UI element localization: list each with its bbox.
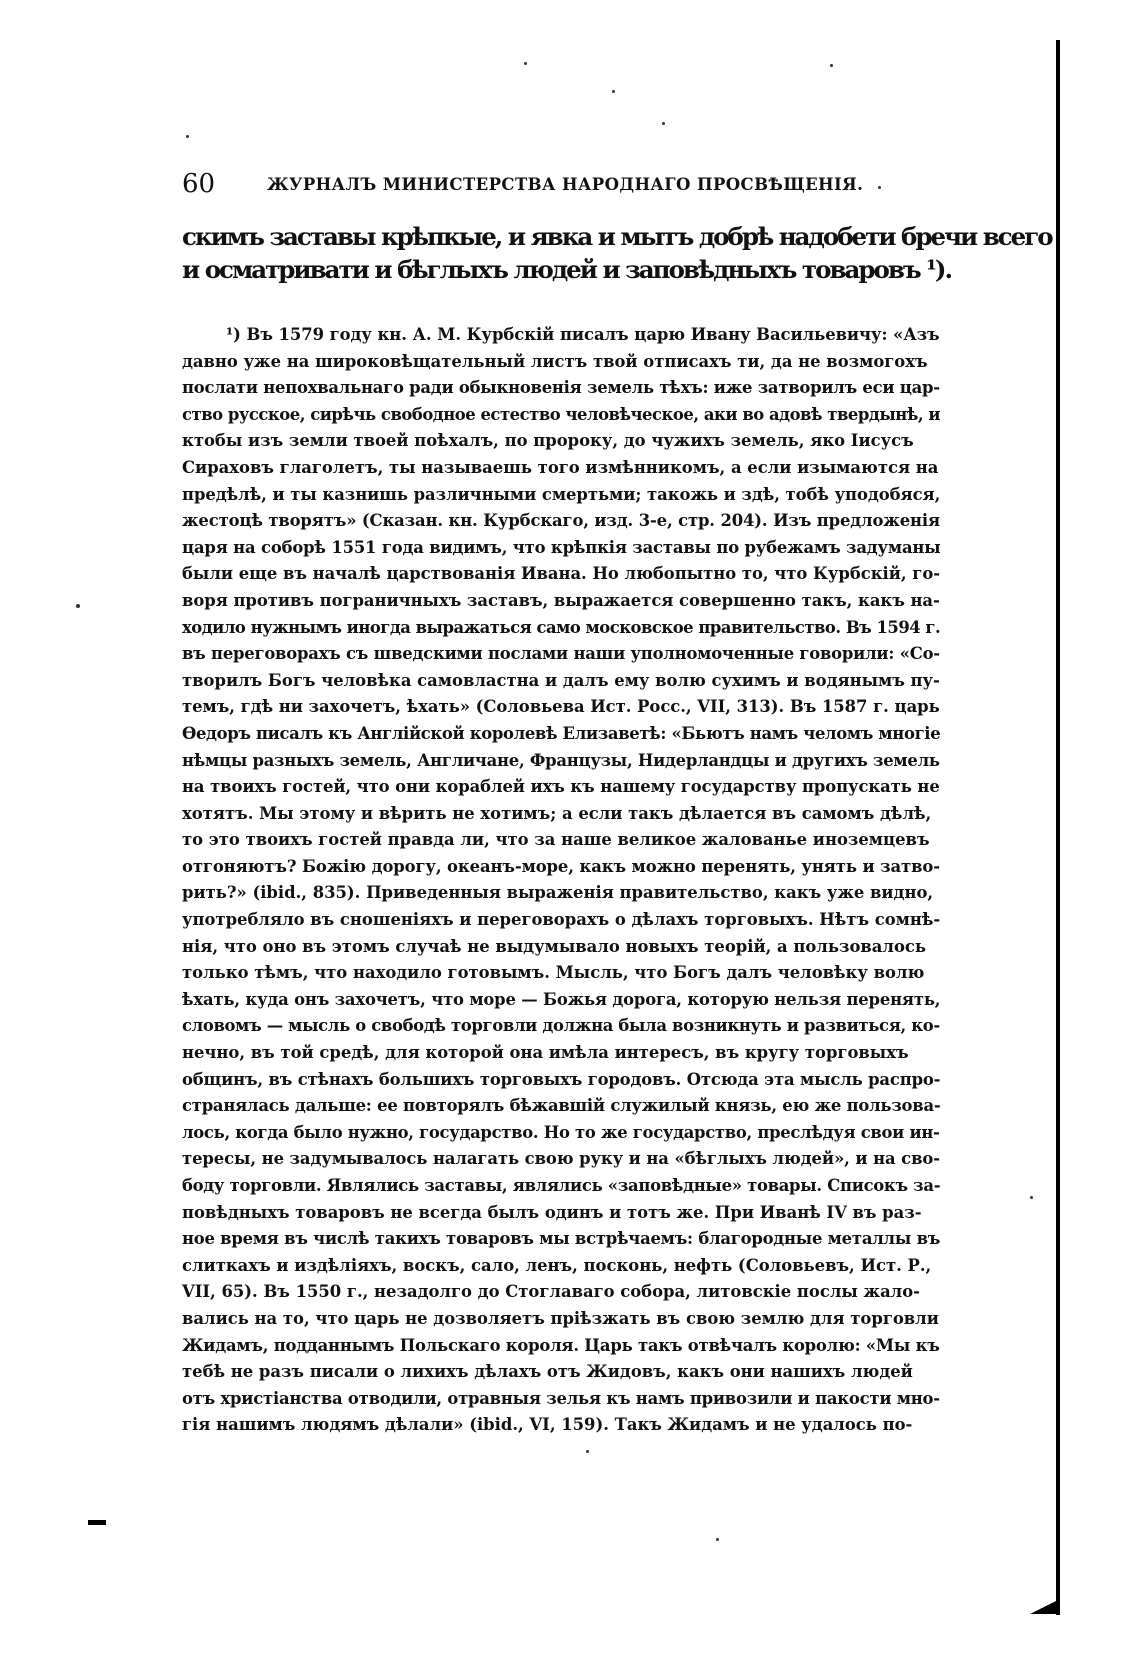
footnote-line: царя на соборѣ 1551 года видимъ, что крѣпкія заставы по рубежамъ задуманы [182,537,941,557]
footnote-line: Ѳедоръ писалъ къ Англійской королевѣ Елизаветѣ: «Бьютъ намъ челомъ многіе [182,723,941,743]
footnote-line: ное время въ числѣ такихъ товаровъ мы встрѣчаемъ: благородные металлы въ [182,1229,941,1249]
footnote-line: жестоцѣ творятъ» (Сказан. кн. Курбскаго, изд. 3-е, стр. 204). Изъ предложенія [182,511,940,531]
footnote-line: темъ, гдѣ ни захочетъ, ѣхать» (Соловьева Ист. Росс., VII, 313). Въ 1587 г. царь [182,697,940,717]
footnote-line: употребляло въ сношеніяхъ и переговорахъ о дѣлахъ торговыхъ. Нѣтъ сомнѣ- [182,910,941,930]
scan-speck [878,186,881,189]
footnote-line: Сираховъ глаголетъ, ты называешь того измѣнникомъ, а если изымаются на [182,457,939,477]
footnote-line: гія нашимъ людямъ дѣлали» (ibid., VI, 159). Такъ Жидамъ и не удалось по- [182,1415,913,1435]
main-text-line: скимъ заставы крѣпкые, и явка и мытъ добрѣ надобети бречи всего [182,222,1052,251]
footnote-line: тебѣ не разъ писали о лихихъ дѣлахъ отъ Жидовъ, какъ они нашихъ людей [182,1362,913,1382]
footnote-line: тересы, не задумывалось налагать свою руку и на «бѣглыхъ людей», и на сво- [182,1149,940,1169]
footnote-line: отгоняютъ? Божію дорогу, океанъ-море, какъ можно перенять, унять и затво- [182,856,940,876]
footnote-line: послати непохвальнаго ради обыкновенія земель тѣхъ: иже затворилъ еси цар- [182,378,940,398]
footnote-line: странялась дальше: ее повторялъ бѣжавшій служилый князь, ею же пользова- [182,1096,941,1116]
footnote-line: только тѣмъ, что находило готовымъ. Мысль, что Богъ далъ человѣку волю [182,963,925,983]
scan-mark [88,1520,106,1525]
footnote-line: ктобы изъ земли твоей поѣхалъ, по пророку, до чужихъ земель, яко Іисусъ [182,431,914,451]
footnote-line: общинъ, въ стѣнахъ большихъ торговыхъ городовъ. Отсюда эта мысль распро- [182,1069,941,1089]
footnote-line: творилъ Богъ человѣка самовластна и далъ ему волю сухимъ и водянымъ пу- [182,670,940,690]
scan-speck [524,62,527,65]
footnote-line: ходило нужнымъ иногда выражаться само московское правительство. Въ 1594 г. [182,617,941,637]
footnote-line: въ переговорахъ съ шведскими послами наши уполномоченные говорили: «Со- [182,644,940,664]
scan-speck [1030,1196,1033,1199]
footnote-line: отъ христіанства отводили, отравныя зелья къ намъ привозили и пакости мно- [182,1388,940,1408]
main-text-block [182,220,1052,286]
footnote-line: Жидамъ, подданнымъ Польскаго короля. Царь такъ отвѣчалъ королю: «Мы къ [182,1335,940,1355]
footnote-line: давно уже на широковѣщательный листъ твой отписахъ ти, да не возмогохъ [182,351,928,371]
footnote-line: нѣмцы разныхъ земель, Англичане, Французы, Нидерландцы и другихъ земель [182,750,940,770]
scan-speck [586,1450,589,1453]
footnote-line: словомъ — мысль о свободѣ торговли должна была возникнуть и развиться, ко- [182,1016,940,1036]
scan-edge-bar [1056,40,1060,1615]
footnote-block [182,322,940,1439]
footnote-line: лось, когда было нужно, государство. Но то же государство, преслѣдуя свои ин- [182,1122,940,1142]
footnote-line: слиткахъ и издѣліяхъ, воскъ, сало, ленъ, посконь, нефть (Соловьевъ, Ист. Р., [182,1255,932,1275]
footnote-line: повѣдныхъ товаровъ не всегда былъ одинъ и тотъ же. При Иванѣ IV въ раз- [182,1202,922,1222]
scan-speck [716,1538,719,1541]
footnote-line: боду торговли. Являлись заставы, являлись «заповѣдные» товары. Списокъ за- [182,1176,941,1195]
footnote-line: хотятъ. Мы этому и вѣрить не хотимъ; а если такъ дѣлается въ самомъ дѣлѣ, [182,803,932,823]
footnote-line: были еще въ началѣ царствованія Ивана. Но любопытно то, что Курбскій, го- [182,564,941,584]
footnote-line: нечно, въ той средѣ, для которой она имѣла интересъ, въ кругу торговыхъ [182,1043,909,1063]
main-text-line: и осматривати и бѣглыхъ людей и заповѣдныхъ товаровъ ¹). [182,255,952,284]
footnote-line: ѣхать, куда онъ захочетъ, что море — Божья дорога, которую нельзя перенять, [182,989,941,1009]
scan-edge-notch [1030,1600,1058,1614]
scan-speck [186,135,189,138]
scan-speck [662,122,665,125]
footnote-line: предѣлѣ, и ты казнишь различными смертьми; такожь и здѣ, тобѣ уподобяся, [182,484,941,504]
footnote-line: ство русское, сирѣчь свободное естество человѣческое, аки во адовѣ твердынѣ, и [182,404,941,424]
scan-speck [612,90,615,93]
footnote-line: нія, что оно въ этомъ случаѣ не выдумывало новыхъ теорій, а пользовалось [182,936,926,956]
scan-speck [76,604,80,608]
page-number: 60 [182,169,216,199]
footnote-line: рить?» (ibid., 835). Приведенныя выраженія правительство, какъ уже видно, [182,883,934,903]
footnote-line: вались на то, что царь не дозволяетъ пріѣзжать въ свою землю для торговли [182,1308,939,1328]
page-header [182,166,940,202]
footnote-line: то это твоихъ гостей правда ли, что за наше великое жалованье иноземцевъ [182,830,930,850]
running-title: ЖУРНАЛЪ МИНИСТЕРСТВА НАРОДНАГО ПРОСВѢЩЕНІЯ. [267,175,864,194]
footnote-line: ¹) Въ 1579 году кн. А. М. Курбскій писалъ царю Ивану Васильевичу: «Азъ [226,325,940,344]
scan-speck [830,64,833,67]
footnote-line: воря противъ пограничныхъ заставъ, выражается совершенно такъ, какъ на- [182,590,940,610]
footnote-line: VII, 65). Въ 1550 г., незадолго до Стоглаваго собора, литовскіе послы жало- [182,1282,920,1302]
footnote-line: на твоихъ гостей, что они кораблей ихъ къ нашему государству пропускать не [182,777,940,797]
